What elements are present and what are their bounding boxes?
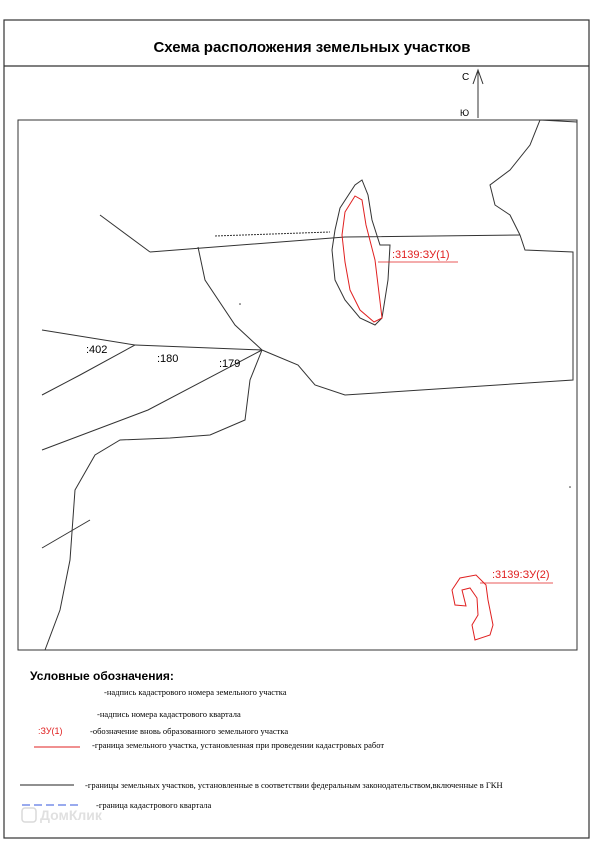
north-letter: С bbox=[462, 72, 470, 83]
new-parcel-zu2-boundary bbox=[452, 575, 493, 640]
legend-item-text: -надпись номера кадастрового квартала bbox=[97, 709, 241, 719]
boundary-line bbox=[150, 235, 520, 252]
sheet-frame bbox=[4, 20, 589, 838]
south-letter: Ю bbox=[460, 108, 470, 118]
house-icon bbox=[22, 808, 36, 822]
legend-item-text: -граница кадастрового квартала bbox=[96, 800, 212, 810]
point-mark bbox=[569, 486, 571, 488]
boundary-line bbox=[490, 120, 577, 235]
legend-item-text: -обозначение вновь образованного земельного участка bbox=[90, 726, 289, 736]
boundary-line bbox=[45, 350, 262, 650]
watermark bbox=[22, 807, 103, 823]
boundary-line bbox=[42, 330, 135, 395]
boundary-line bbox=[332, 180, 390, 325]
legend-item-text: -надпись кадастрового номера земельного участка bbox=[104, 687, 287, 697]
point-mark bbox=[239, 303, 241, 305]
legend-item-text: -граница земельного участка, установленная при проведении кадастровых работ bbox=[92, 740, 385, 750]
legend-item-text: -границы земельных участков, установленные в соответствии федеральным законодательством,включенные в ГКН bbox=[85, 780, 503, 790]
boundary-line bbox=[100, 215, 150, 252]
boundary-line bbox=[135, 345, 262, 350]
dashed-boundary bbox=[215, 232, 330, 236]
zu1-label: :3139:ЗУ(1) bbox=[392, 249, 450, 261]
parcel-label-179: :179 bbox=[219, 358, 241, 370]
parcel-label-402: :402 bbox=[86, 344, 108, 356]
boundary-line bbox=[42, 520, 90, 548]
north-arrow-icon bbox=[460, 70, 483, 118]
watermark-text: ДомКлик bbox=[40, 807, 102, 823]
zu2-label: :3139:ЗУ(2) bbox=[492, 569, 550, 581]
legend-heading: Условные обозначения: bbox=[30, 669, 174, 683]
legend-symbol-zu: :ЗУ(1) bbox=[38, 726, 63, 736]
parcel-label-180: :180 bbox=[157, 353, 179, 365]
boundary-line bbox=[198, 247, 262, 350]
page-title: Схема расположения земельных участков bbox=[153, 39, 471, 56]
